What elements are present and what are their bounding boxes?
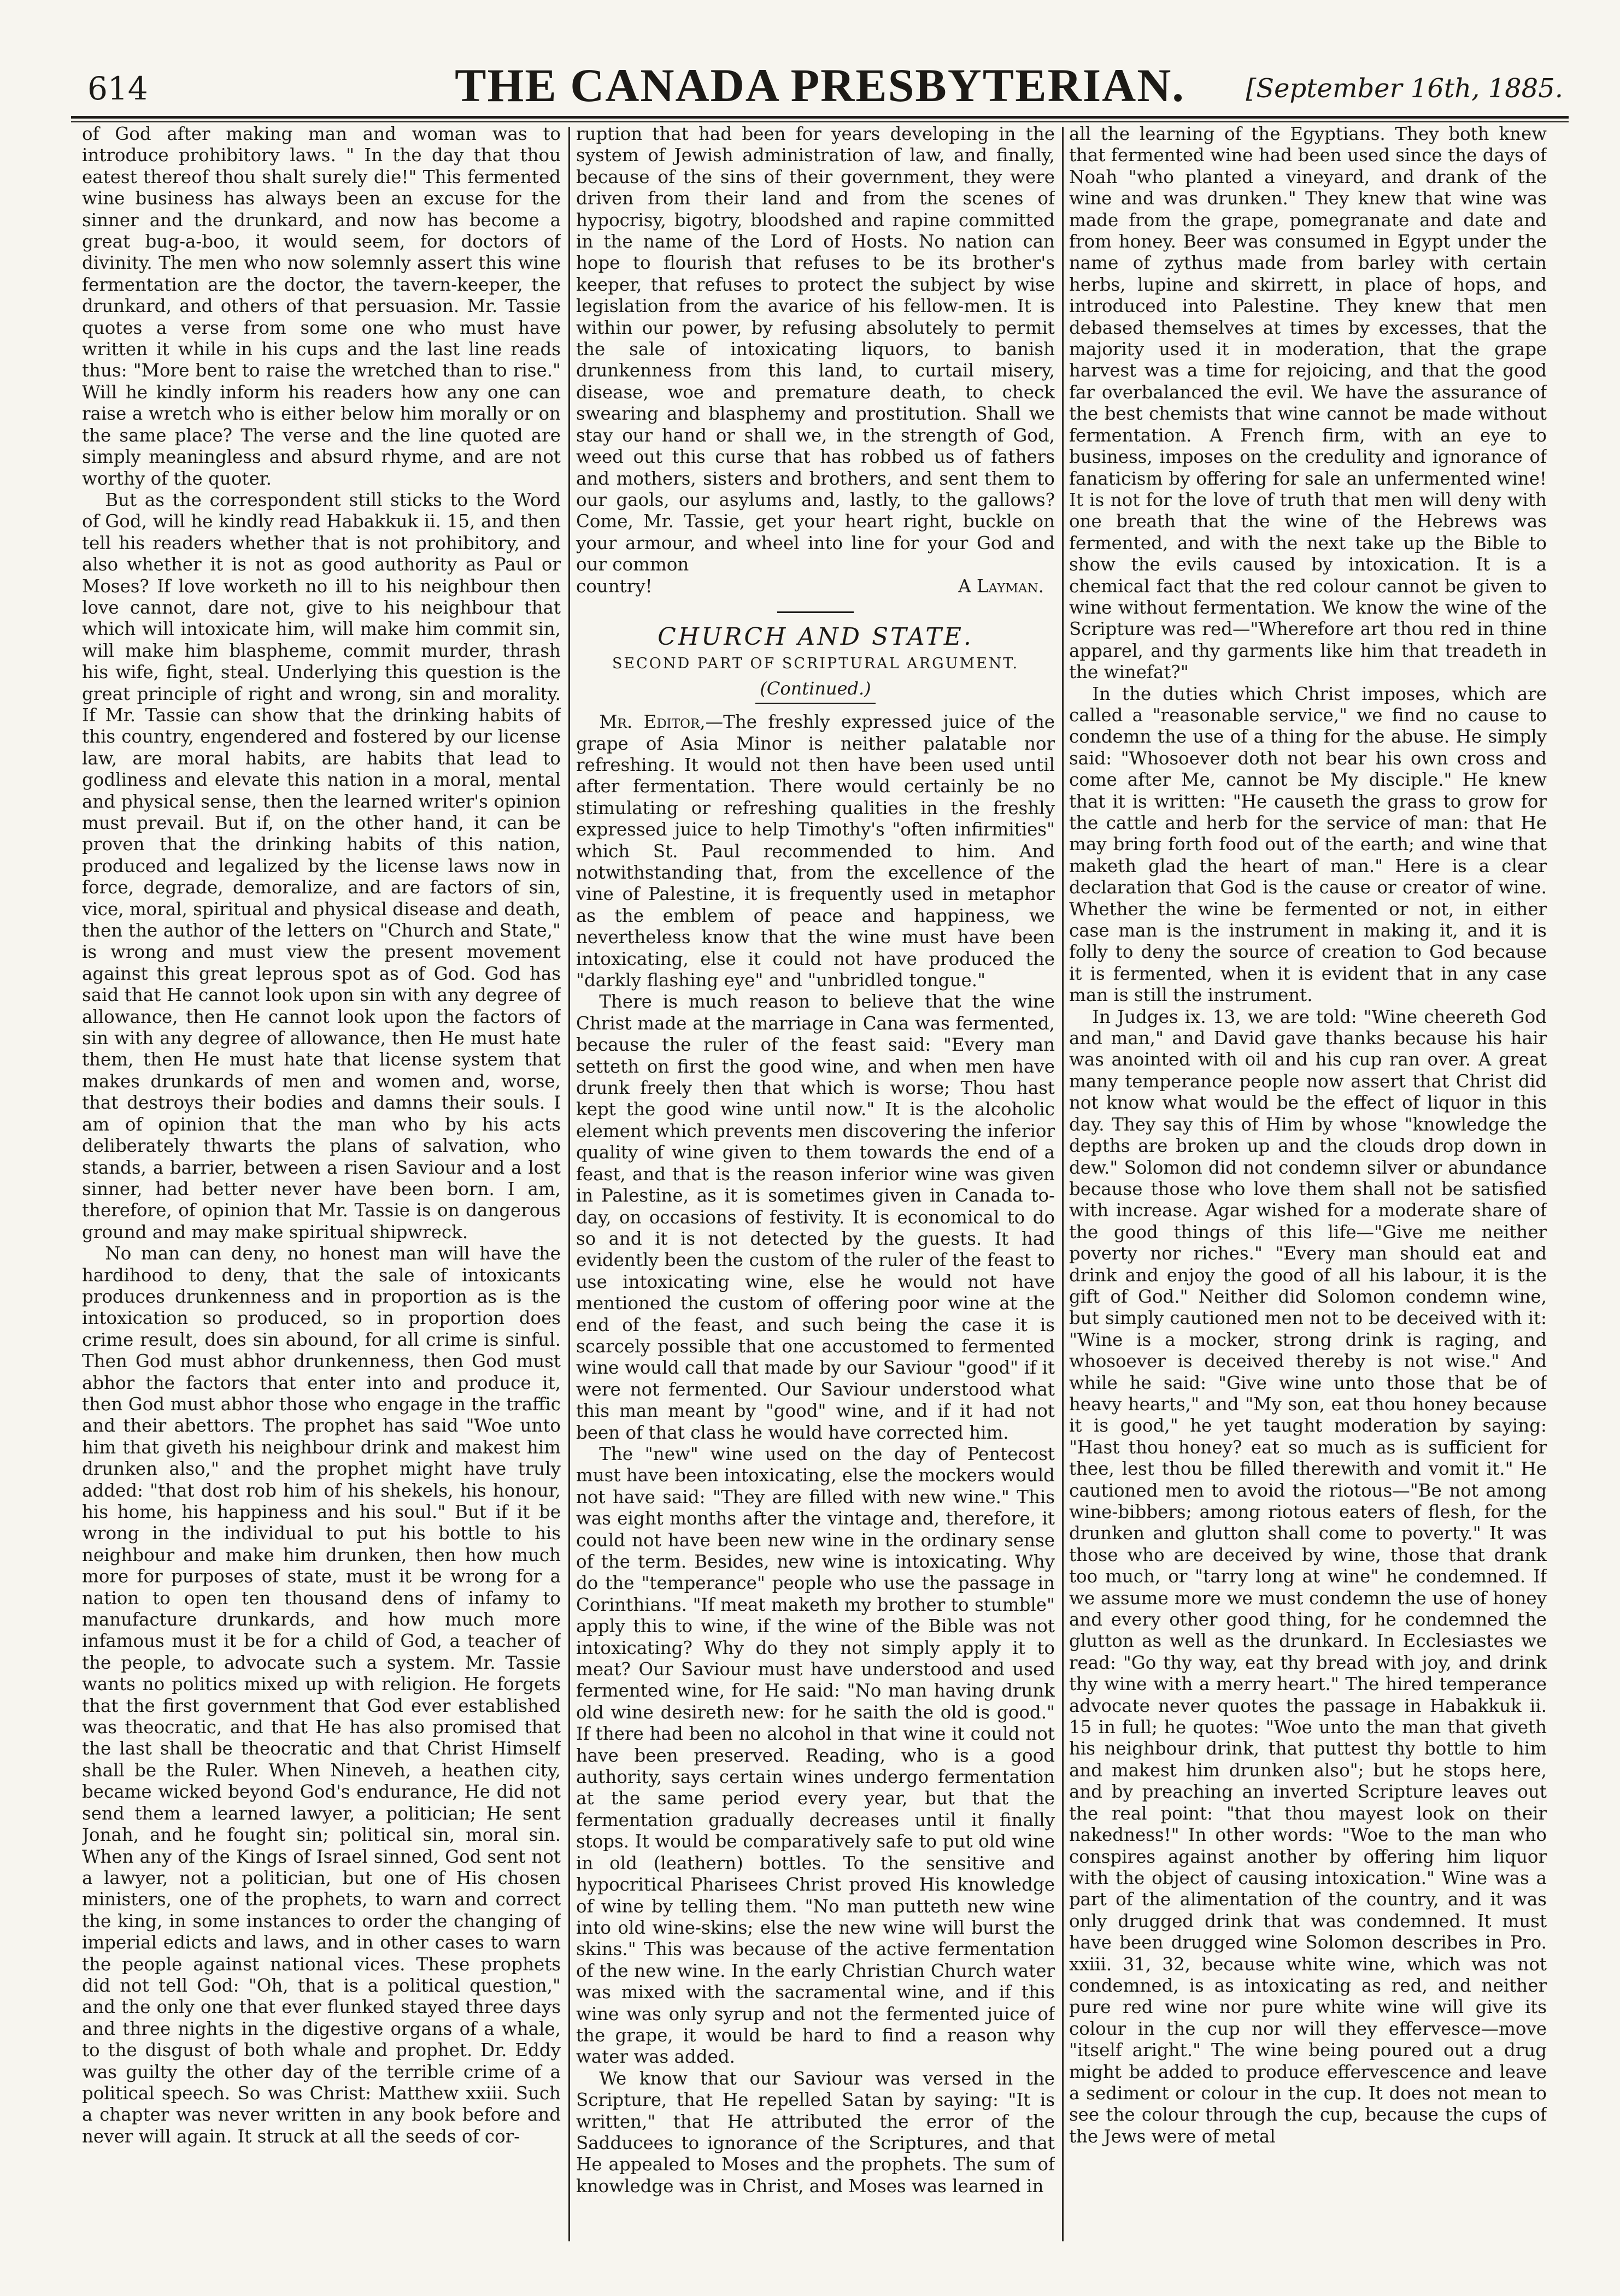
paragraph: The "new" wine used on the day of Pentecost must have been intoxicating, else the mockers would not have said: "They are filled with new wine." This was eight months after the vintage and, therefore, it could not have been new wine in the ordinary sense of the term. Besides, new wine is intoxicating. Why do the "temperance" people who use the passage in Corinthians. "If meat maketh my brother to stumble" apply this to wine, if the wine of the Bible was not intoxicating? Why do they not simply apply it to meat? Our Saviour must have understood and used fermented wine, for He said: "No man having drunk old wine desireth new: for he saith the old is good." If there had been no alcohol in that wine it could not have been preserved. Reading, who is a good authority, says certain wines undergo fermentation at the same period every year, but that the fermentation gradually decreases until it finally stops. It would be comparatively safe to put old wine in old (leathern) bottles. To the sensitive and hypocritical Pharisees Christ proved His knowledge of wine by telling them. "No man putteth new wine into old wine-skins; else the new wine will burst the skins." This was because of the active fermentation of the new wine. In the early Christian Church water was mixed with the sacramental wine, and if this wine was only syrup and not the fermented juice of the grape, it would be hard to find a reason why water was added. <box>576 1443 1055 2068</box>
paragraph: No man can deny, no honest man will have the hardihood to deny, that the sale of intoxicants produces drunkenness and in proportion as is the intoxication so produced, so in proportion does crime result, does sin abound, for all crime is sinful. Then God must abhor drunkenness, then God must abhor the factors that enter into and produce it, then God must abhor those who engage in the traffic and their abettors. The prophet has said "Woe unto him that giveth his neighbour drink and makest him drunken also," and the prophet might have truly added: "that dost rob him of his shekels, his honour, his home, his happiness and his soul." But if it be wrong in the individual to put his bottle to his neighbour and make him drunken, then how much more for purposes of state, must it be wrong for a nation to open ten thousand dens of infamy to manufacture drunkards, and how much more infamous must it be for a child of God, a teacher of the people, to advocate such a system. Mr. Tassie wants no politics mixed up with religion. He forgets that the first government that God ever established was theocratic, and that He has also promised that the last shall be theocratic and that Christ Himself shall be the Ruler. When Nineveh, a heathen city, became wicked beyond God's endurance, He did not send them a learned lawyer, a politician; He sent Jonah, and he fought sin; political sin, moral sin. When any of the Kings of Israel sinned, God sent not a lawyer, not a politician, but one of His chosen ministers, one of the prophets, to warn and correct the king, in some instances to order the changing of imperial edicts and laws, and in other cases to warn the people against national vices. These prophets did not tell God: "Oh, that is a political question," and the only one that ever flunked stayed three days and three nights in the digestive organs of a whale, to the disgust of both whale and prophet. Dr. Eddy was guilty the other day of the terrible crime of a political speech. So was Christ: Matthew xxiii. Such a chapter was never written in any book before and never will again. It struck at all the seeds of cor- <box>82 1243 561 2147</box>
column-3 <box>1069 123 1547 2244</box>
signature: A Layman. <box>958 575 1044 597</box>
paragraph-text: —The freshly expressed juice of the grape of Asia Minor is neither palatable nor refreshing. It would not then have been used until after fermentation. There would certainly be no stimulating or refreshing qualities in the freshly expressed juice to help Timothy's "often infirmities" which St. Paul recommended to him. And notwithstanding that, from the excellence of the vine of Palestine, it is frequently used in metaphor as the emblem of peace and happiness, we nevertheless know that the wine must have been intoxicating, else it could not have produced the "darkly flashing eye" and "unbridled tongue." <box>576 711 1055 991</box>
signoff-text: country! <box>576 575 653 597</box>
column-divider <box>568 127 570 2241</box>
article-subheadline: SECOND PART OF SCRIPTURAL ARGUMENT. <box>612 655 1019 673</box>
paragraph: But as the correspondent still sticks to the Word of God, will he kindly read Habakkuk ii. 15, and then tell his readers whether that is not prohibitory, and also whether it is not as good authority as Paul or Moses? If love worketh no ill to his neighbour then love cannot, dare not, give to his neighbour that which will intoxicate him, will make him commit sin, will make him blaspheme, commit murder, thrash his wife, fight, steal. Underlying this question is the great principle of right and wrong, sin and morality. If Mr. Tassie can show that the drinking habits of this country, engendered and fostered by our license law, are moral habits, are habits that lead to godliness and elevate this nation in a moral, mental and physical sense, then the learned writer's opinion must prevail. But if, on the other hand, it can be proven that the drinking habits of this nation, produced and legalized by the license laws now in force, degrade, demoralize, and are factors of sin, vice, moral, spiritual and physical disease and death, then the author of the letters on "Church and State," is wrong and must view the present movement against this great leprous spot as of God. God has said that He cannot look upon sin with any degree of allowance, then He cannot look upon the factors of sin with any degree of allowance, then He must hate them, then He must hate that license system that makes drunkards of men and women and, worse, that destroys their bodies and damns their souls. I am of opinion that the man who by his acts deliberately thwarts the plans of salvation, who stands, a barrier, between a risen Saviour and a lost sinner, had better never have been born. I am, therefore, of opinion that Mr. Tassie is on dangerous ground and may make spiritual shipwreck. <box>82 489 561 1243</box>
paragraph: all the learning of the Egyptians. They both knew that fermented wine had been used since the days of Noah "who planted a vineyard, and drank of the wine and was drunken." They knew that wine was made from the grape, pomegranate and date and from honey. Beer was consumed in Egypt under the name of zythus made from barley with certain herbs, lupine and skirrett, in place of hops, and introduced into Palestine. They knew that men debased themselves at times by excesses, that the majority used it in moderation, that the grape harvest was a time for rejoicing, and that the good far overbalanced the evil. We have the assurance of the best chemists that wine cannot be made without fermentation. A French firm, with an eye to business, imposes on the credulity and ignorance of fanaticism by offering for sale an unfermented wine! It is not for the love of truth that men will deny with one breath that the wine of the Hebrews was fermented, and with the next take up the Bible to show the evils caused by intoxication. It is a chemical fact that the red colour cannot be given to wine without fermentation. We know the wine of the Scripture was red—"Wherefore art thou red in thine apparel, and thy garments like him that treadeth in the winefat?" <box>1069 123 1547 683</box>
masthead-title: THE CANADA PRESBYTERIAN. <box>455 59 1185 111</box>
article-headline: CHURCH AND STATE. <box>658 622 973 651</box>
column-1 <box>82 123 561 2244</box>
header-rule-thin <box>71 121 1569 122</box>
letter-signoff <box>576 576 1055 597</box>
page-header <box>71 55 1569 119</box>
paragraph <box>576 711 1055 991</box>
issue-date: [September 16th, 1885. <box>1246 73 1563 104</box>
header-rule <box>71 116 1569 119</box>
paragraph: In Judges ix. 13, we are told: "Wine cheereth God and man," and David gave thanks because his hair was anointed with oil and his cup ran over. A great many temperance people now assert that Christ did not know what would be the effect of liquor in this day. They say this of Him by whose "knowledge the depths are broken up and the clouds drop down in dew." Solomon did not condemn silver or abundance because those who love them shall not be satisfied with increase. Agar wished for a moderate share of the good things of this life—"Give me neither poverty nor riches." "Every man should eat and drink and enjoy the good of all his labour, it is the gift of God." Neither did Solomon condemn wine, but simply cautioned men not to be deceived with it: "Wine is a mocker, strong drink is raging, and whosoever is deceived thereby is not wise." And while he said: "Give wine unto those that be of heavy hearts," and "My son, eat thou honey because it is good," he yet taught moderation by saying: "Hast thou honey? eat so much as is sufficient for thee, lest thou be filled therewith and vomit it." He cautioned men to avoid the riotous—"Be not among wine-bibbers; among riotous eaters of flesh, for the drunken and glutton shall come to poverty." It was those who are deceived by wine, those that drank too much, or "tarry long at wine" he condemned. If we assume more we must condemn the use of honey and every other good thing, for he condemned the glutton as well as the drunkard. In Ecclesiastes we read: "Go thy way, eat thy bread with joy, and drink thy wine with a merry heart." The hired temperance advocate never quotes the passage in Habakkuk ii. 15 in full; he quotes: "Woe unto the man that giveth his neighbour drink, that puttest thy bottle to him and makest him drunken also"; but he stops here, and by preaching an inverted Scripture leaves out the real point: "that thou mayest look on their nakedness!" In other words: "Woe to the man who conspires against another by offering him liquor with the object of causing intoxication." Wine was a part of the alimentation of the country, and it was only drugged drink that was condemned. It must have been drugged wine Solomon describes in Pro. xxiii. 31, 32, because white wine, which was not condemned, is as intoxicating as red, and neither pure red wine nor pure white wine will give its colour in the cup nor will they effervesce—move "itself aright." The wine being poured out a drug might be added to produce effervescence and leave a sediment or colour in the cup. It does not mean to see the colour through the cup, because the cups of the Jews were of metal <box>1069 1006 1547 2147</box>
column-divider <box>1062 127 1064 2241</box>
paragraph: In the duties which Christ imposes, which are called a "reasonable service," we find no cause to condemn the use of a thing for the abuse. He simply said: "Whosoever doth not bear his own cross and come after Me, cannot be My disciple." He knew that it is written: "He causeth the grass to grow for the cattle and herb for the service of man: that He may bring forth food out of the earth; and wine that maketh glad the heart of man." Here is a clear declaration that God is the cause or creator of wine. Whether the wine be fermented or not, in either case man is the instrument in making it, and it is folly to deny the source of creation to God because it is fermented, when it is evident that in any case man is still the instrument. <box>1069 683 1547 1006</box>
article-separator <box>777 611 854 613</box>
page-number: 614 <box>87 70 148 107</box>
continued-label: (Continued.) <box>755 678 876 704</box>
paragraph: There is much reason to believe that the wine Christ made at the marriage in Cana was fermented, because the ruler of the feast said: "Every man setteth on first the good wine, and when men have drunk freely then that which is worse; Thou hast kept the good wine until now." It is the alcoholic element which prevents men discovering the inferior quality of wine given to them towards the end of a feast, and that is the reason inferior wine was given in Palestine, as it is sometimes given in Canada to-day, on occasions of festivity. It is economical to do so and it is not detected by the guests. It had evidently been the custom of the ruler of the feast to use intoxicating wine, else he would not have mentioned the custom of offering poor wine at the end of the feast, and such being the case it is scarcely possible that one accustomed to fermented wine would call that made by our Saviour "good" if it were not fermented. Our Saviour understood what this man meant by "good" wine, and if it had not been of that class he would have corrected him. <box>576 991 1055 1443</box>
paragraph: We know that our Saviour was versed in the Scripture, that He repelled Satan by saying: "It is written," that He attributed the error of the Sadducees to ignorance of the Scriptures, and that He appealed to Moses and the prophets. The sum of knowledge was in Christ, and Moses was learned in <box>576 2068 1055 2197</box>
paragraph: of God after making man and woman was to introduce prohibitory laws. " In the day that thou eatest thereof thou shalt surely die!" This fermented wine business has always been an excuse for the sinner and the drunkard, and now has become a great bug-a-boo, it would seem, for doctors of divinity. The men who now solemnly assert this wine fermentation are the doctor, the tavern-keeper, the drunkard, and others of that persuasion. Mr. Tassie quotes a verse from some one who must have written it while in his cups and the last line reads thus: "More bent to raise the wretched than to rise." Will he kindly inform his readers how any one can raise a wretch who is either below him morally or on the same place? The verse and the line quoted are simply meaningless and absurd rhyme, and are not worthy of the quoter. <box>82 123 561 489</box>
paragraph: ruption that had been for years developing in the system of Jewish administration of law, and finally, because of the sins of their government, they were driven from their land and from the scenes of hypocrisy, bigotry, bloodshed and rapine committed in the name of the Lord of Hosts. No nation can hope to flourish that refuses to be its brother's keeper, that refuses to protect the subject by wise legislation from the avarice of his fellow-men. It is within our power, by refusing absolutely to permit the sale of intoxicating liquors, to banish drunkenness from this land, to curtail misery, disease, woe and premature death, to check swearing and blasphemy and prostitution. Shall we stay our hand or shall we, in the strength of God, weed out this curse that has robbed us of fathers and mothers, sisters and brothers, and sent them to our gaols, our asylums and, lastly, to the gallows? Come, Mr. Tassie, get your heart right, buckle on your armour, and wheel into line for your God and our common <box>576 123 1055 575</box>
column-2 <box>576 123 1055 2244</box>
salutation: Mr. Editor, <box>599 711 706 733</box>
